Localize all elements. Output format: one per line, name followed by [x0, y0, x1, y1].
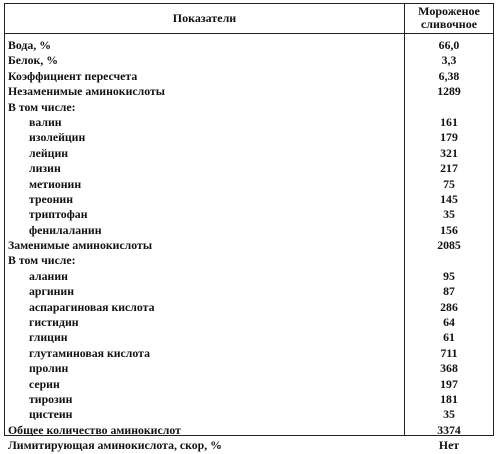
row-label: лизин [29, 161, 61, 176]
table-row [5, 177, 493, 192]
table-row [5, 330, 493, 345]
row-value: 3374 [437, 422, 461, 437]
row-value: 286 [440, 299, 458, 314]
table-row [5, 315, 493, 330]
row-label: аланин [29, 268, 68, 283]
row-value: 711 [440, 345, 458, 360]
row-value: 3,3 [441, 53, 457, 68]
row-label: глицин [29, 330, 68, 345]
table-row [5, 84, 493, 99]
table-body [5, 38, 493, 454]
row-label: Общее количество аминокислот [8, 422, 181, 437]
row-value: 1289 [437, 84, 461, 99]
row-label: метионин [29, 176, 82, 191]
table-row [5, 377, 493, 392]
row-value: 35 [443, 207, 455, 222]
table-row [5, 238, 493, 253]
row-value: 6,38 [438, 68, 460, 83]
row-label: тирозин [29, 391, 73, 406]
table-header [5, 4, 493, 34]
table-row [5, 130, 493, 145]
row-label: валин [29, 114, 62, 129]
row-value: 156 [440, 222, 458, 237]
table-row [5, 53, 493, 68]
row-label: Заменимые аминокислоты [8, 238, 153, 253]
row-value: 87 [443, 284, 455, 299]
row-label: гистидин [29, 315, 79, 330]
row-label: глутаминовая кислота [29, 345, 150, 360]
row-value: 35 [443, 407, 455, 422]
header-indicator: Показатели [172, 11, 237, 25]
table-row [5, 392, 493, 407]
row-label: Вода, % [8, 38, 51, 52]
table-row [5, 269, 493, 284]
row-label: аргинин [29, 284, 75, 299]
row-label: цистеин [29, 407, 73, 422]
row-label: Коэффициент пересчета [8, 68, 138, 83]
row-value: 145 [440, 191, 458, 206]
table-row [5, 100, 493, 115]
row-value: 179 [440, 130, 458, 145]
row-label: лейцин [29, 145, 69, 160]
table-row [5, 346, 493, 361]
table-row [5, 284, 493, 299]
row-label: пролин [29, 361, 69, 376]
row-label: В том числе: [8, 99, 76, 114]
row-value: 2085 [437, 238, 461, 253]
row-label: Незаменимые аминокислоты [8, 84, 165, 99]
row-label: триптофан [29, 207, 88, 222]
row-value: 66,0 [438, 38, 460, 52]
header-product [405, 5, 493, 33]
table-row [5, 223, 493, 238]
header-product-line2: сливочное [420, 17, 478, 31]
table-row [5, 115, 493, 130]
table-row [5, 69, 493, 84]
table-row [5, 161, 493, 176]
table-row [5, 253, 493, 268]
row-label: изолейцин [29, 130, 86, 145]
row-value: Нет [438, 438, 460, 453]
row-label: треонин [29, 191, 74, 206]
table-row [5, 192, 493, 207]
row-value: 321 [440, 145, 458, 160]
table-row [5, 300, 493, 315]
table-row [5, 361, 493, 376]
table-row [5, 423, 493, 438]
table-row [5, 38, 493, 53]
table-row [5, 438, 493, 453]
row-label: В том числе: [8, 253, 76, 268]
row-label: аспарагиновая кислота [29, 299, 155, 314]
row-label: Лимитирующая аминокислота, скор, % [8, 438, 222, 453]
row-value: 217 [440, 161, 458, 176]
row-label: фенилаланин [29, 222, 102, 237]
header-product-line1: Мороженое [418, 4, 480, 18]
row-value: 161 [440, 114, 458, 129]
row-value: 75 [443, 176, 455, 191]
row-value: 181 [440, 391, 458, 406]
row-value: 368 [440, 361, 458, 376]
row-label: Белок, % [8, 53, 59, 68]
row-value: 61 [443, 330, 455, 345]
table-row [5, 407, 493, 422]
row-value: 197 [440, 376, 458, 391]
amino-acid-table [4, 3, 494, 453]
row-value: 95 [443, 268, 455, 283]
row-value: 64 [443, 315, 455, 330]
table-row [5, 207, 493, 222]
table-row [5, 146, 493, 161]
row-label: серин [29, 376, 60, 391]
